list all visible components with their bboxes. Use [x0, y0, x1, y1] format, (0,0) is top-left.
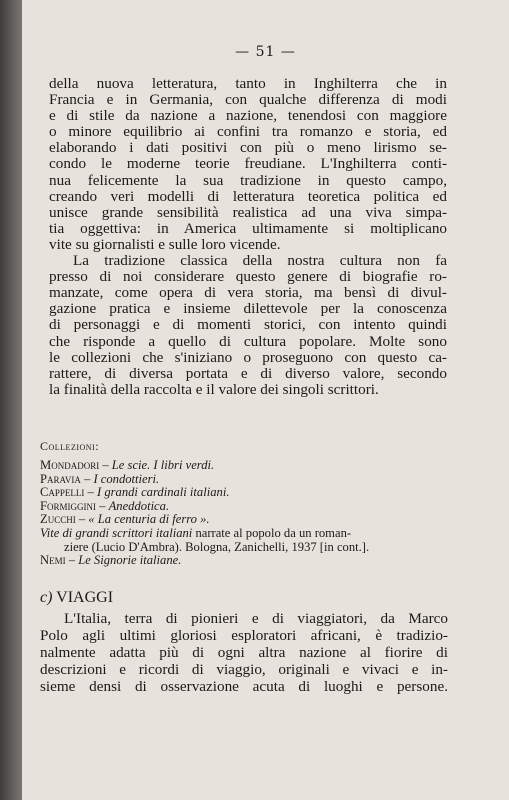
collection-entry: Mondadori – Le scie. I libri verdi.	[40, 458, 215, 472]
text-line: La tradizione classica della nostra cultura non fa	[73, 252, 447, 270]
text-line: che risponde a quello di cultura popolare. Molte sono	[49, 332, 447, 350]
collections-label: Collezioni:	[40, 439, 100, 453]
book-page	[22, 0, 509, 800]
collections-list	[40, 459, 460, 568]
text-line: presso di noi considerare questo genere di biografie ro-	[49, 268, 447, 286]
text-line: nalmente adatta più di ogni altra nazione al fiorire di	[40, 644, 448, 661]
collection-entry: Cappelli – I grandi cardinali italiani.	[40, 485, 230, 500]
text-line: creando veri modelli di letteratura teoretica politica ed	[49, 187, 447, 205]
collection-entry: Vite di grandi scrittori italiani narrate al popolo da un roman-	[40, 525, 352, 540]
text-line: Francia e in Germania, con qualche differenza di modi	[49, 91, 447, 109]
text-line: sieme densi di osservazione acuta di luoghi e persone.	[40, 678, 448, 695]
page-gutter-shadow	[0, 0, 22, 800]
main-paragraphs	[49, 76, 447, 398]
collection-entry: Formiggini – Aneddotica.	[40, 498, 170, 513]
text-line: la finalità della raccolta e il valore dei singoli scrittori.	[49, 380, 379, 398]
text-line: nua felicemente la sua tradizione in questo campo,	[49, 171, 447, 189]
text-line: della nuova letteratura, tanto in Inghilterra che in	[49, 75, 447, 92]
text-line: di personaggi e di momenti storici, con intento quindi	[49, 316, 447, 334]
collection-entry-continuation: ziere (Lucio D'Ambra). Bologna, Zanichelli, 1937 [in cont.].	[64, 539, 370, 554]
travel-paragraph	[40, 610, 448, 695]
text-line: manzate, come opera di vera storia, ma bensì di divul-	[49, 284, 447, 302]
text-line: condo le moderne teorie freudiane. L'Inghilterra conti-	[49, 155, 447, 173]
text-line: unisce grande sensibilità realistica ad una viva simpa-	[49, 203, 447, 221]
text-line: vite su giornalisti e sulle loro vicende.	[49, 235, 281, 253]
text-line: descrizioni e ricordi di viaggio, originali e vivaci e in-	[40, 661, 448, 678]
text-line: o minore equilibrio ai confini tra romanzo e storia, ed	[49, 123, 447, 141]
text-line: elaborando i dati positivi con più o meno lirismo se-	[49, 139, 447, 157]
text-line: e di stile da nazione a nazione, tenendosi con maggiore	[49, 107, 447, 125]
text-line: gazione pratica e insieme dilettevole per la conoscenza	[49, 300, 447, 318]
text-line: L'Italia, terra di pionieri e di viaggiatori, da Marco	[64, 610, 448, 627]
text-line: le collezioni che s'iniziano o proseguono con questo ca-	[49, 348, 447, 366]
text-line: tia oggettiva: in America ultimamente si moltiplicano	[49, 219, 447, 237]
section-heading: c) VIAGGI	[40, 589, 114, 606]
collection-entry: Paravia – I condottieri.	[40, 471, 160, 486]
collection-entry: Nemi – Le Signorie italiane.	[40, 553, 182, 568]
page-number: — 51 —	[235, 44, 296, 60]
collection-entry: Zucchi – « La centuria di ferro ».	[40, 512, 210, 527]
text-line: rattere, di diversa portata e di diverso valore, secondo	[49, 364, 447, 382]
text-line: Polo agli ultimi gloriosi esploratori africani, è tradizio-	[40, 627, 448, 644]
